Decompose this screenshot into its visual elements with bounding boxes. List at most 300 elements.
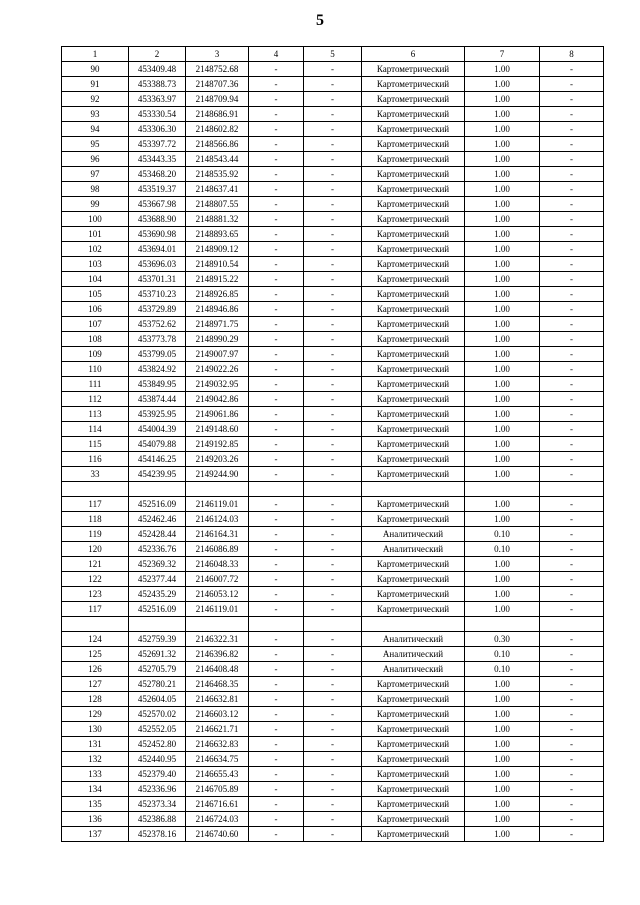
table-cell <box>362 482 465 497</box>
table-cell: 1.00 <box>465 797 540 812</box>
table-cell: 2146632.81 <box>186 692 249 707</box>
table-cell: - <box>249 77 304 92</box>
table-cell: - <box>540 377 604 392</box>
table-cell: 1.00 <box>465 827 540 842</box>
table-cell: 453694.01 <box>129 242 186 257</box>
table-cell: Картометрический <box>362 782 465 797</box>
table-cell: 2149022.26 <box>186 362 249 377</box>
table-cell: Картометрический <box>362 212 465 227</box>
table-row <box>62 782 604 797</box>
table-cell: 115 <box>62 437 129 452</box>
table-row <box>62 407 604 422</box>
table-cell: Аналитический <box>362 647 465 662</box>
table-cell: 1.00 <box>465 347 540 362</box>
table-cell: 2148909.12 <box>186 242 249 257</box>
table-cell: Картометрический <box>362 767 465 782</box>
table-cell: 2148946.86 <box>186 302 249 317</box>
table-cell: 2148602.82 <box>186 122 249 137</box>
table-row <box>62 467 604 482</box>
table-row <box>62 107 604 122</box>
table-cell: 452570.02 <box>129 707 186 722</box>
table-cell: 452705.79 <box>129 662 186 677</box>
table-cell: 2146124.03 <box>186 512 249 527</box>
table-row <box>62 362 604 377</box>
table-cell: Картометрический <box>362 257 465 272</box>
table-cell: - <box>540 302 604 317</box>
column-header: 3 <box>186 47 249 62</box>
table-cell: 2148990.29 <box>186 332 249 347</box>
table-row <box>62 737 604 752</box>
table-cell: 453925.95 <box>129 407 186 422</box>
table-cell: 135 <box>62 797 129 812</box>
table-cell: - <box>304 542 362 557</box>
table-cell: 452552.05 <box>129 722 186 737</box>
table-cell: - <box>249 557 304 572</box>
table-cell <box>304 617 362 632</box>
table-row <box>62 707 604 722</box>
table-cell: - <box>304 527 362 542</box>
table-cell: 126 <box>62 662 129 677</box>
table-cell: - <box>540 797 604 812</box>
table-cell: 1.00 <box>465 362 540 377</box>
table-cell: - <box>304 212 362 227</box>
table-cell: - <box>304 572 362 587</box>
table-cell: Картометрический <box>362 182 465 197</box>
table-cell: 2146634.75 <box>186 752 249 767</box>
page-number: 5 <box>316 12 324 29</box>
table-cell: 454146.25 <box>129 452 186 467</box>
table-cell: - <box>249 452 304 467</box>
table-cell: - <box>304 287 362 302</box>
table-cell: - <box>249 542 304 557</box>
table-cell: - <box>249 692 304 707</box>
table-cell: - <box>249 422 304 437</box>
table-cell: - <box>249 407 304 422</box>
table-row <box>62 122 604 137</box>
table-cell: Картометрический <box>362 707 465 722</box>
table-cell: - <box>304 467 362 482</box>
table-cell: 453688.90 <box>129 212 186 227</box>
table-cell: 1.00 <box>465 677 540 692</box>
table-cell: - <box>304 407 362 422</box>
table-cell: - <box>249 107 304 122</box>
table-cell: Картометрический <box>362 92 465 107</box>
table-cell: Картометрический <box>362 197 465 212</box>
table-cell: - <box>249 347 304 362</box>
table-cell: 1.00 <box>465 602 540 617</box>
table-cell: Картометрический <box>362 152 465 167</box>
table-cell: 453690.98 <box>129 227 186 242</box>
table-cell: Картометрический <box>362 287 465 302</box>
table-cell: - <box>540 392 604 407</box>
table-cell: - <box>540 197 604 212</box>
table-cell: Аналитический <box>362 662 465 677</box>
table-cell: - <box>304 602 362 617</box>
table-cell: 137 <box>62 827 129 842</box>
table-cell: - <box>540 182 604 197</box>
table-cell: - <box>304 782 362 797</box>
table-cell: 453824.92 <box>129 362 186 377</box>
table-cell: - <box>304 137 362 152</box>
table-cell: - <box>249 662 304 677</box>
table-cell: - <box>249 182 304 197</box>
table-cell: 2148910.54 <box>186 257 249 272</box>
table-cell: - <box>249 827 304 842</box>
table-cell: 1.00 <box>465 107 540 122</box>
table-cell: 92 <box>62 92 129 107</box>
table-cell: - <box>540 722 604 737</box>
table-cell: 94 <box>62 122 129 137</box>
table-cell: 1.00 <box>465 332 540 347</box>
table-cell: Картометрический <box>362 692 465 707</box>
table-row <box>62 452 604 467</box>
table-cell: 0.10 <box>465 662 540 677</box>
table-cell: 121 <box>62 557 129 572</box>
table-cell: - <box>249 527 304 542</box>
table-cell: 2146603.12 <box>186 707 249 722</box>
table-cell: 1.00 <box>465 752 540 767</box>
table-cell <box>540 482 604 497</box>
table-cell: 453519.37 <box>129 182 186 197</box>
table-cell: - <box>249 92 304 107</box>
table-cell: - <box>249 122 304 137</box>
table-cell: 1.00 <box>465 272 540 287</box>
table-cell: 452379.40 <box>129 767 186 782</box>
table-cell: 113 <box>62 407 129 422</box>
table-row <box>62 392 604 407</box>
table-cell: 1.00 <box>465 812 540 827</box>
table-cell: 452378.16 <box>129 827 186 842</box>
table-cell: 109 <box>62 347 129 362</box>
table-cell: 453773.78 <box>129 332 186 347</box>
table-cell: - <box>540 77 604 92</box>
table-cell: 1.00 <box>465 407 540 422</box>
table-cell <box>62 482 129 497</box>
table-cell: - <box>249 797 304 812</box>
table-cell: - <box>540 317 604 332</box>
table-cell: 1.00 <box>465 182 540 197</box>
table-cell: - <box>540 332 604 347</box>
table-cell: Картометрический <box>362 752 465 767</box>
table-cell: 453397.72 <box>129 137 186 152</box>
table-cell: - <box>249 572 304 587</box>
table-cell: - <box>304 392 362 407</box>
table-row <box>62 92 604 107</box>
table-cell: - <box>304 812 362 827</box>
table-cell: 2149042.86 <box>186 392 249 407</box>
table-cell: 127 <box>62 677 129 692</box>
table-cell: 1.00 <box>465 62 540 77</box>
table-cell: 101 <box>62 227 129 242</box>
table-cell: 1.00 <box>465 92 540 107</box>
table-row <box>62 542 604 557</box>
table-row <box>62 572 604 587</box>
table-cell: 124 <box>62 632 129 647</box>
table-cell: 452435.29 <box>129 587 186 602</box>
table-cell: 453443.35 <box>129 152 186 167</box>
table-cell: - <box>540 527 604 542</box>
table-cell <box>249 617 304 632</box>
table-cell: 2148686.91 <box>186 107 249 122</box>
table-cell: 2149203.26 <box>186 452 249 467</box>
table-cell: 2146705.89 <box>186 782 249 797</box>
table-cell: 453409.48 <box>129 62 186 77</box>
table-cell: 2148807.55 <box>186 197 249 212</box>
table-cell: - <box>304 242 362 257</box>
table-row <box>62 437 604 452</box>
table-row <box>62 422 604 437</box>
table-cell: - <box>304 452 362 467</box>
table-cell: 112 <box>62 392 129 407</box>
table-cell: - <box>540 692 604 707</box>
table-cell: - <box>249 737 304 752</box>
table-cell: - <box>249 587 304 602</box>
table-row <box>62 557 604 572</box>
table-cell: - <box>304 122 362 137</box>
table-cell: 452377.44 <box>129 572 186 587</box>
table-cell: 105 <box>62 287 129 302</box>
table-cell: - <box>249 677 304 692</box>
table-cell: 452516.09 <box>129 602 186 617</box>
table-cell: 2146119.01 <box>186 602 249 617</box>
table-row <box>62 182 604 197</box>
table-cell: - <box>304 557 362 572</box>
table-cell: 118 <box>62 512 129 527</box>
table-cell: 452780.21 <box>129 677 186 692</box>
table-cell: Картометрический <box>362 107 465 122</box>
table-cell: 98 <box>62 182 129 197</box>
table-cell: - <box>249 317 304 332</box>
table-cell: 100 <box>62 212 129 227</box>
table-cell: Картометрический <box>362 437 465 452</box>
table-cell: - <box>304 707 362 722</box>
table-cell: Картометрический <box>362 77 465 92</box>
table-cell: - <box>540 812 604 827</box>
table-cell: 104 <box>62 272 129 287</box>
table-cell: 128 <box>62 692 129 707</box>
table-cell: 453696.03 <box>129 257 186 272</box>
table-cell: 99 <box>62 197 129 212</box>
table-cell: 0.10 <box>465 527 540 542</box>
table-cell: 1.00 <box>465 212 540 227</box>
table-cell: 454239.95 <box>129 467 186 482</box>
table-cell: 116 <box>62 452 129 467</box>
table-cell: - <box>304 752 362 767</box>
table-cell: - <box>540 662 604 677</box>
table-cell: 2146119.01 <box>186 497 249 512</box>
table-cell: - <box>304 377 362 392</box>
table-cell: 95 <box>62 137 129 152</box>
table-cell: - <box>304 317 362 332</box>
table-row <box>62 317 604 332</box>
table-cell: Картометрический <box>362 797 465 812</box>
table-cell: - <box>249 437 304 452</box>
table-cell: 133 <box>62 767 129 782</box>
table-cell: Картометрический <box>362 332 465 347</box>
table-cell: 453388.73 <box>129 77 186 92</box>
table-cell: Картометрический <box>362 572 465 587</box>
table-cell: 2148543.44 <box>186 152 249 167</box>
table-row <box>62 767 604 782</box>
table-cell: 119 <box>62 527 129 542</box>
table-cell: - <box>249 602 304 617</box>
table-cell: 1.00 <box>465 737 540 752</box>
table-cell: 1.00 <box>465 512 540 527</box>
table-cell: 453799.05 <box>129 347 186 362</box>
table-cell: Картометрический <box>362 122 465 137</box>
table-cell: - <box>540 827 604 842</box>
column-header: 6 <box>362 47 465 62</box>
table-cell: - <box>249 812 304 827</box>
table-cell <box>465 482 540 497</box>
table-cell: - <box>304 827 362 842</box>
table-cell: Картометрический <box>362 392 465 407</box>
table-cell: - <box>540 347 604 362</box>
table-cell: 1.00 <box>465 122 540 137</box>
table-cell: - <box>540 782 604 797</box>
table-cell: Картометрический <box>362 587 465 602</box>
table-cell <box>186 617 249 632</box>
table-cell: - <box>304 437 362 452</box>
table-cell: 91 <box>62 77 129 92</box>
table-cell: - <box>249 512 304 527</box>
table-cell: 106 <box>62 302 129 317</box>
table-header-row <box>62 47 604 62</box>
table-cell: - <box>304 677 362 692</box>
table-cell: Картометрический <box>362 167 465 182</box>
table-cell: - <box>304 302 362 317</box>
table-cell: 2148752.68 <box>186 62 249 77</box>
table-cell: 0.10 <box>465 542 540 557</box>
table-cell: 2146048.33 <box>186 557 249 572</box>
table-cell: 2146396.82 <box>186 647 249 662</box>
table-cell: 452369.32 <box>129 557 186 572</box>
table-cell: - <box>249 392 304 407</box>
table-cell: - <box>249 62 304 77</box>
table-cell: 1.00 <box>465 377 540 392</box>
table-cell: 452759.39 <box>129 632 186 647</box>
table-cell: - <box>249 332 304 347</box>
table-cell: - <box>304 77 362 92</box>
table-cell: - <box>540 632 604 647</box>
table-cell: 107 <box>62 317 129 332</box>
table-cell: 453306.30 <box>129 122 186 137</box>
table-cell: 117 <box>62 497 129 512</box>
table-row <box>62 812 604 827</box>
table-cell <box>304 482 362 497</box>
table-row <box>62 257 604 272</box>
table-cell: 110 <box>62 362 129 377</box>
table-cell: 2148926.85 <box>186 287 249 302</box>
table-cell: 123 <box>62 587 129 602</box>
table-cell: 2148637.41 <box>186 182 249 197</box>
table-row <box>62 692 604 707</box>
table-cell: 1.00 <box>465 317 540 332</box>
table-cell: 2148893.65 <box>186 227 249 242</box>
table-cell: - <box>540 167 604 182</box>
table-cell: 452336.96 <box>129 782 186 797</box>
table-cell: - <box>304 152 362 167</box>
table-cell: 1.00 <box>465 557 540 572</box>
table-cell: 2146468.35 <box>186 677 249 692</box>
table-cell: Картометрический <box>362 227 465 242</box>
column-header: 5 <box>304 47 362 62</box>
table-cell: - <box>304 647 362 662</box>
table-cell: - <box>540 227 604 242</box>
table-cell <box>362 617 465 632</box>
table-cell: 2148566.86 <box>186 137 249 152</box>
table-row <box>62 272 604 287</box>
table-cell: 114 <box>62 422 129 437</box>
table-cell: - <box>249 167 304 182</box>
table-cell: 2146086.89 <box>186 542 249 557</box>
table-cell: 96 <box>62 152 129 167</box>
table-cell: 0.10 <box>465 647 540 662</box>
table-cell: - <box>540 152 604 167</box>
table-cell: Картометрический <box>362 677 465 692</box>
table-cell: 1.00 <box>465 227 540 242</box>
table-cell: - <box>540 452 604 467</box>
table-cell: - <box>540 752 604 767</box>
table-body <box>62 47 604 842</box>
table-cell: - <box>249 752 304 767</box>
table-cell: 1.00 <box>465 152 540 167</box>
table-cell: - <box>304 662 362 677</box>
table-cell: Аналитический <box>362 527 465 542</box>
table-cell: 136 <box>62 812 129 827</box>
table-cell: - <box>304 722 362 737</box>
table-cell: 2148709.94 <box>186 92 249 107</box>
table-cell: - <box>304 167 362 182</box>
table-row <box>62 137 604 152</box>
table-cell <box>249 482 304 497</box>
table-row <box>62 647 604 662</box>
table-row <box>62 512 604 527</box>
table-cell <box>186 482 249 497</box>
table-cell: 452373.34 <box>129 797 186 812</box>
table-cell: - <box>540 422 604 437</box>
table-cell: 1.00 <box>465 302 540 317</box>
table-cell: 1.00 <box>465 467 540 482</box>
table-cell: 453330.54 <box>129 107 186 122</box>
table-cell: - <box>304 692 362 707</box>
table-cell: - <box>304 107 362 122</box>
table-cell: - <box>540 92 604 107</box>
table-row <box>62 77 604 92</box>
table-cell: - <box>540 572 604 587</box>
table-cell: Аналитический <box>362 632 465 647</box>
table-cell: 2146164.31 <box>186 527 249 542</box>
table-cell: - <box>304 737 362 752</box>
table-cell: - <box>249 722 304 737</box>
table-row <box>62 332 604 347</box>
table-cell: Картометрический <box>362 827 465 842</box>
table-cell: Картометрический <box>362 422 465 437</box>
table-cell: - <box>540 137 604 152</box>
table-cell: Картометрический <box>362 272 465 287</box>
table-cell: - <box>540 677 604 692</box>
table-cell: 452452.80 <box>129 737 186 752</box>
table-row <box>62 167 604 182</box>
table-cell: 452691.32 <box>129 647 186 662</box>
table-cell: - <box>540 242 604 257</box>
table-cell: - <box>249 632 304 647</box>
table-cell: 1.00 <box>465 197 540 212</box>
table-cell: 1.00 <box>465 167 540 182</box>
column-header: 8 <box>540 47 604 62</box>
table-cell: - <box>540 272 604 287</box>
table-cell: 2148971.75 <box>186 317 249 332</box>
